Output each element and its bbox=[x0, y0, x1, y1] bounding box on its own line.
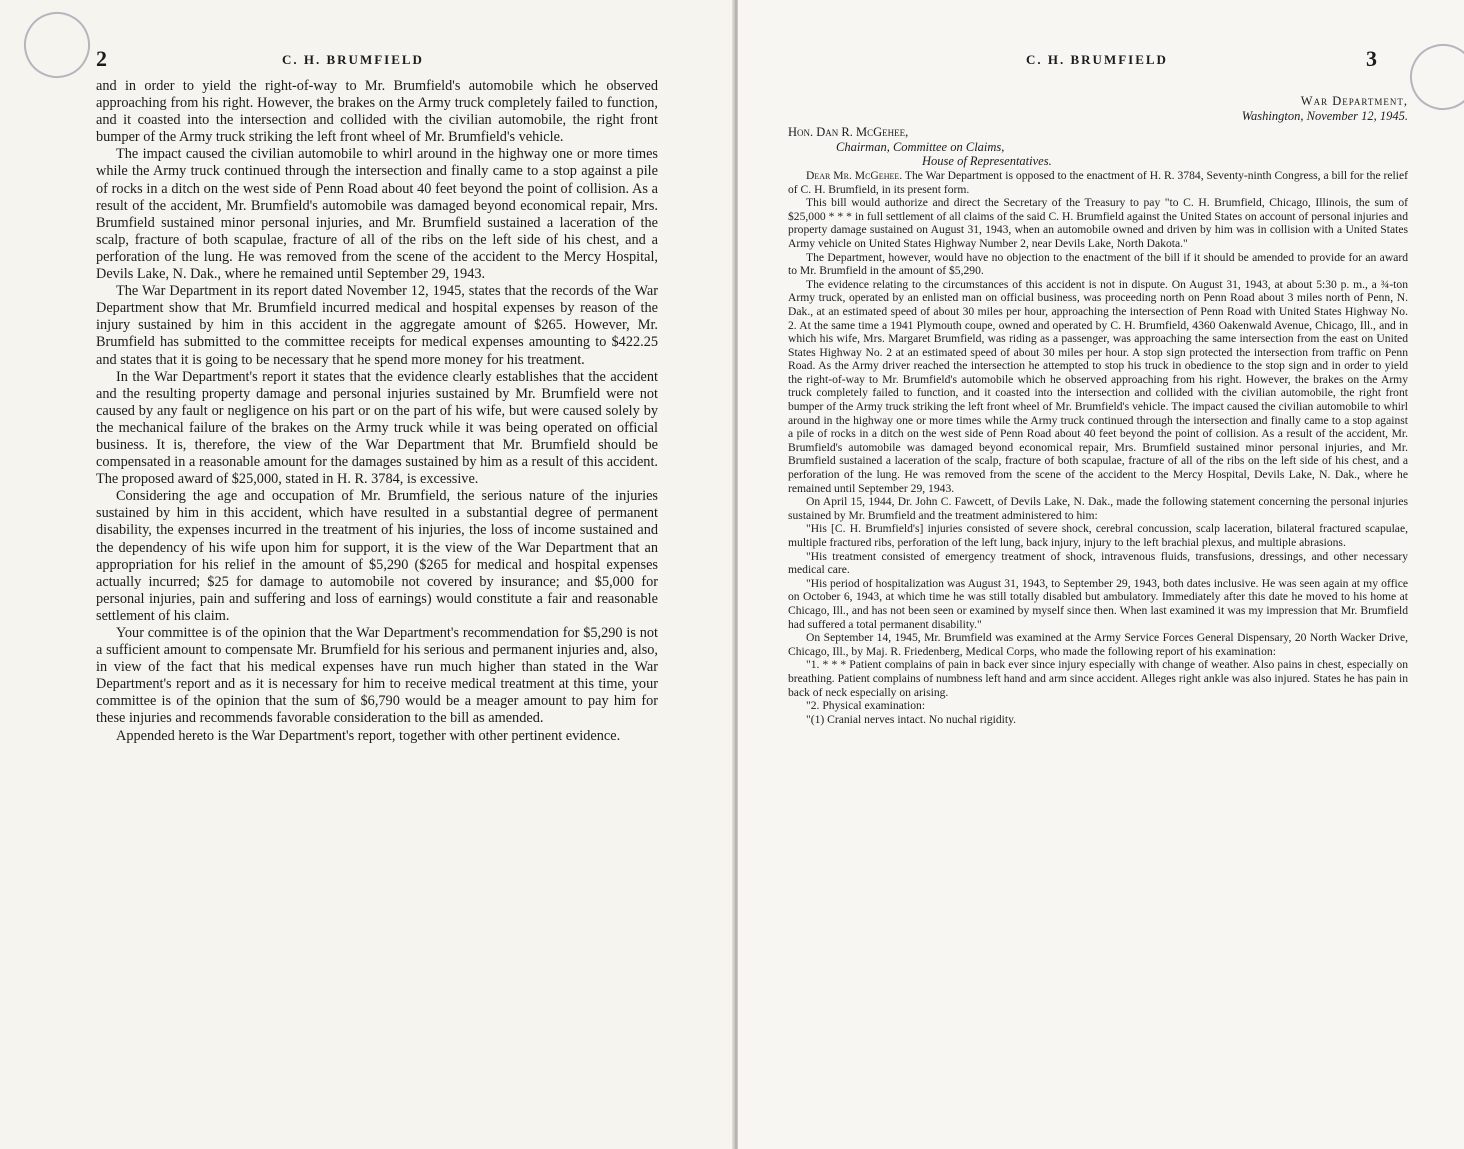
left-body-text bbox=[96, 78, 658, 745]
running-head: C. H. BRUMFIELD bbox=[1026, 52, 1168, 67]
paragraph: Appended hereto is the War Department's report, together with other pertinent evidence. bbox=[116, 727, 621, 744]
paragraph: and in order to yield the right-of-way to Mr. Brumfield's automobile which he observed approaching from his right. However, the brakes on the Army truck completely failed to function, and it coasted into the intersection and collided with the civilian automobile, the right front bumper of the Army truck striking the left front wheel of Mr. Brumfield's vehicle. bbox=[96, 78, 658, 146]
letter-paragraph bbox=[788, 169, 1408, 196]
letter-paragraph: "2. Physical examination: bbox=[806, 699, 926, 713]
right-page bbox=[738, 0, 1464, 1149]
right-body-text bbox=[788, 94, 1408, 726]
library-stamp-icon bbox=[1401, 35, 1464, 118]
paragraph: The impact caused the civilian automobile to whirl around in the highway one or more times while the Army truck continued through the intersection and finally came to a stop against a pile of rocks in a ditch on the west side of Penn Road about 40 feet beyond the point of collision. As a result of the accident, Mr. Brumfield's automobile was damaged beyond economical repair, Mrs. Brumfield sustained minor personal injuries, and Mr. Brumfield sustained a laceration of the scalp, fracture of both scapulae, fracture of all of the ribs on the left side of his chest, and a perforation of the lung. He was removed from the scene of the accident to the Mercy Hospital, Devils Lake, N. Dak., where he remained until September 29, 1943. bbox=[96, 146, 658, 283]
library-stamp-icon bbox=[15, 3, 98, 86]
letter-paragraph: The evidence relating to the circumstances of this accident is not in dispute. On August 31, 1943, at about 5:30 p. m., a ¾-ton Army truck, operated by an enlisted man on official business, was proceeding north on Penn Road about 3 miles north of Penn, N. Dak., at an estimated speed of about 30 miles per hour, approaching the intersection of Penn Road with United States Highway No. 2. At the same time a 1941 Plymouth coupe, owned and operated by C. H. Brumfield, 4360 Oakenwald Avenue, Chicago, Ill., and in which his wife, Mrs. Margaret Brumfield, was riding as a passenger, was approaching the same intersection from the east on United States Highway No. 2 at an estimated speed of about 30 miles per hour. A stop sign protected the intersection from traffic on Penn Road. As the Army driver reached the intersection he attempted to stop his truck in obedience to the stop sign and in order to yield the right-of-way to Mr. Brumfield's automobile which he observed approaching from his right. However, the brakes on the Army truck completely failed to function, and it coasted into the intersection and collided with the civilian automobile, the right front bumper of the Army truck striking the left front wheel of Mr. Brumfield's vehicle. The impact caused the civilian automobile to whirl around in the highway one or more times while the Army truck continued through the intersection and finally came to a stop against a pile of rocks in a ditch on the west side of Penn Road about 40 feet beyond the point of collision. As a result of the accident, Mr. Brumfield's automobile was damaged beyond economical repair, Mrs. Brumfield sustained minor personal injuries, and Mr. Brumfield sustained a laceration of the scalp, fracture of both scapulae, fracture of all of the ribs on the left side of his chest, and a perforation of the lung. He was removed from the scene of the accident to the Mercy Hospital, Devils Lake, N. Dak., where he remained until September 29, 1943. bbox=[788, 277, 1408, 495]
letter-dateline bbox=[788, 94, 1408, 123]
paragraph: The War Department in its report dated November 12, 1945, states that the records of the War Department show that Mr. Brumfield incurred medical and hospital expenses by reason of the injury sustained by him in this accident in the aggregate amount of $265. However, Mr. Brumfield has submitted to the committee receipts for medical expenses amounting to $422.25 and states that it is going to be necessary that he spend more money for his treatment. bbox=[96, 283, 658, 368]
dateline-org: War Department, bbox=[1300, 94, 1408, 108]
letter-paragraph: "His [C. H. Brumfield's] injuries consisted of severe shock, cerebral concussion, scalp laceration, bilateral fractured scapulae, multiple fractured ribs, perforation of the left lung, back injury, injury to the left brachial plexus, and multiple abrasions. bbox=[788, 522, 1408, 549]
salutation: Dear Mr. McGehee. bbox=[806, 168, 903, 182]
paragraph-text: The War Department is opposed to the enactment of H. R. 3784, Seventy-ninth Congress, a bill for the relief of C. H. Brumfield, in its present form. bbox=[788, 168, 1408, 196]
addressee-name: Hon. Dan R. McGehee, bbox=[788, 125, 909, 140]
paragraph: In the War Department's report it states that the evidence clearly establishes that the accident and the resulting property damage and personal injuries sustained by Mr. Brumfield were not caused by any fault or negligence on his part or on the part of his wife, but were caused solely by the mechanical failure of the brakes on the Army truck while it was being operated on official business. It is, therefore, the view of the War Department that Mr. Brumfield should be compensated in a reasonable amount for the damages sustained by him as a result of this accident. The proposed award of $25,000, stated in H. R. 3784, is excessive. bbox=[96, 368, 658, 488]
letter-paragraph: The Department, however, would have no objection to the enactment of the bill if it should be amended to provide for an award to Mr. Brumfield in the amount of $5,290. bbox=[788, 250, 1408, 278]
letter-paragraph: On September 14, 1945, Mr. Brumfield was examined at the Army Service Forces General Dispensary, 20 North Wacker Drive, Chicago, Ill., by Maj. R. Friedenberg, Medical Corps, who made the following report of his examination: bbox=[788, 631, 1408, 658]
letter-paragraph: "(1) Cranial nerves intact. No nuchal rigidity. bbox=[806, 712, 1017, 726]
dateline-date: Washington, November 12, 1945. bbox=[1241, 108, 1408, 123]
letter-paragraph: This bill would authorize and direct the Secretary of the Treasury to pay "to C. H. Brumfield, Chicago, Illinois, the sum of $25,000 * * * in full settlement of all claims of the said C. H. Brumfield against the United States on account of personal injuries and property damage sustained on August 31, 1943, when an automobile owned and driven by him was in collision with a United States Army vehicle on United States Highway Number 2, near Devils Lake, North Dakota." bbox=[788, 196, 1408, 250]
letter-paragraph: "1. * * * Patient complains of pain in back ever since injury especially with change of weather. Also pains in chest, especially on breathing. Patient complains of numbness left hand and arm since accident. Alleges right ankle was also injured. States he has pain in back of neck especially on arising. bbox=[788, 658, 1408, 699]
running-head: C. H. BRUMFIELD bbox=[282, 52, 424, 67]
page-number: 3 bbox=[1366, 46, 1377, 71]
paragraph: Considering the age and occupation of Mr. Brumfield, the serious nature of the injuries sustained by him in this accident, which have resulted in a substantial degree of permanent disability, the expenses incurred in the treatment of his injuries, the loss of income sustained and the dependency of his wife upon him for support, it is the view of the War Department that an appropriation for his relief in the amount of $5,290 ($265 for medical and hospital expenses actually incurred; $25 for damage to automobile not covered by insurance; and $5,000 for personal injuries, pain and suffering and loss of earnings) would constitute a fair and reasonable settlement of his claim. bbox=[96, 488, 658, 624]
letter-paragraph: "His period of hospitalization was August 31, 1943, to September 29, 1943, both dates inclusive. He was seen again at my office on October 6, 1943, at which time he was still totally disabled but ambulatory. Immediately after this date he moved to his home at Chicago, Ill., and has not been seen or examined by myself since then. When last examined it was my impression that Mr. Brumfield had suffered a total permanent disability." bbox=[788, 576, 1408, 631]
letter-paragraph: "His treatment consisted of emergency treatment of shock, intravenous fluids, transfusions, dressings, and other necessary medical care. bbox=[788, 549, 1408, 577]
page-number: 2 bbox=[96, 46, 107, 71]
letter-paragraph: On April 15, 1944, Dr. John C. Fawcett, of Devils Lake, N. Dak., made the following statement concerning the personal injuries sustained by Mr. Brumfield and the treatment administered to him: bbox=[788, 495, 1408, 522]
letter-addressee bbox=[788, 125, 1408, 169]
addressee-title: Chairman, Committee on Claims, bbox=[836, 139, 1005, 154]
paragraph: Your committee is of the opinion that the War Department's recommendation for $5,290 is not a sufficient amount to compensate Mr. Brumfield for his serious and permanent injuries and, also, in view of the fact that his medical expenses have run much higher than stated in the War Department's report and as it is necessary for him to receive medical treatment at this time, your committee is of the opinion that the sum of $6,790 would be a meager amount to pay him for these injuries and recommends favorable consideration to the bill as amended. bbox=[96, 625, 658, 727]
addressee-body: House of Representatives. bbox=[922, 154, 1052, 169]
